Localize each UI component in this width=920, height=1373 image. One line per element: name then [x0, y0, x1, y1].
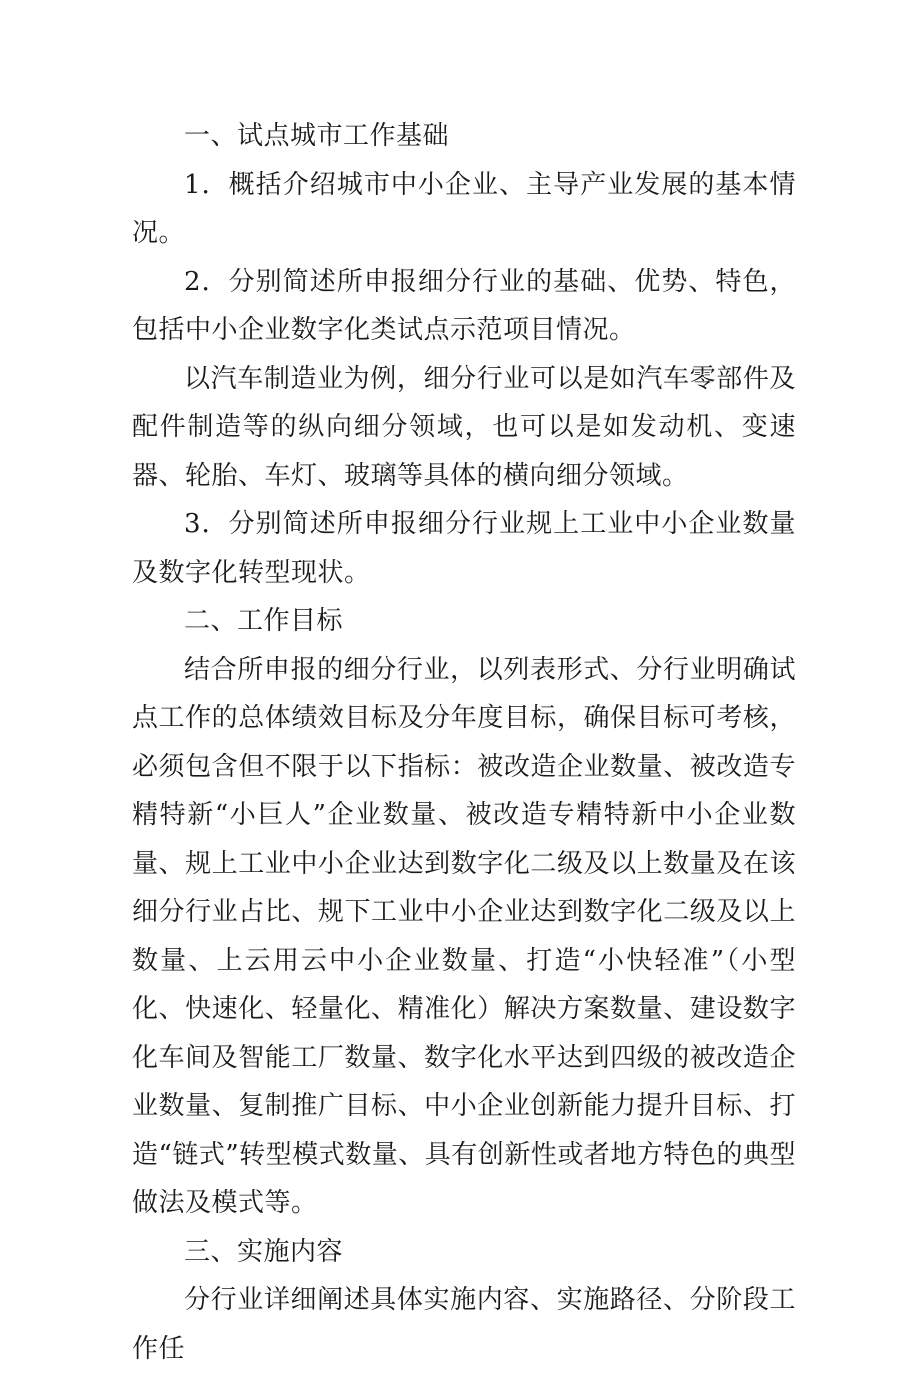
document-body [132, 112, 796, 1373]
paragraph-item-1: 1．概括介绍城市中小企业、主导产业发展的基本情况。 [132, 169, 796, 248]
section-heading-implementation: 三、实施内容 [184, 1236, 344, 1267]
paragraph-example: 以汽车制造业为例，细分行业可以是如汽车零部件及配件制造等的纵向细分领域，也可以是如发动机、变速器、轮胎、车灯、玻璃等具体的横向细分领域。 [132, 363, 796, 491]
paragraph-item-3: 3．分别简述所申报细分行业规上工业中小企业数量及数字化转型现状。 [132, 509, 796, 588]
paragraph-implementation: 分行业详细阐述具体实施内容、实施路径、分阶段工作任 [132, 1285, 796, 1364]
section-heading-foundation: 一、试点城市工作基础 [184, 121, 450, 151]
paragraph-item-2: 2．分别简述所申报细分行业的基础、优势、特色，包括中小企业数字化类试点示范项目情况。 [132, 266, 796, 345]
section-heading-goals: 二、工作目标 [184, 606, 344, 636]
paragraph-goals: 结合所申报的细分行业，以列表形式、分行业明确试点工作的总体绩效目标及分年度目标，确保目标可考核，必须包含但不限于以下指标：被改造企业数量、被改造专精特新“小巨人”企业数量、被改造专精特新中小企业数量、规上工业中小企业达到数字化二级及以上数量及在该细分行业占比、规下工业中小企业达到数字化二级及以上数量、上云用云中小企业数量、打造“小快轻准”（小型化、快速化、轻量化、精准化）解决方案数量、建设数字化车间及智能工厂数量、数字化水平达到四级的被改造企业数量、复制推广目标、中小企业创新能力提升目标、打造“链式”转型模式数量、具有创新性或者地方特色的典型做法及模式等。 [132, 654, 796, 1218]
